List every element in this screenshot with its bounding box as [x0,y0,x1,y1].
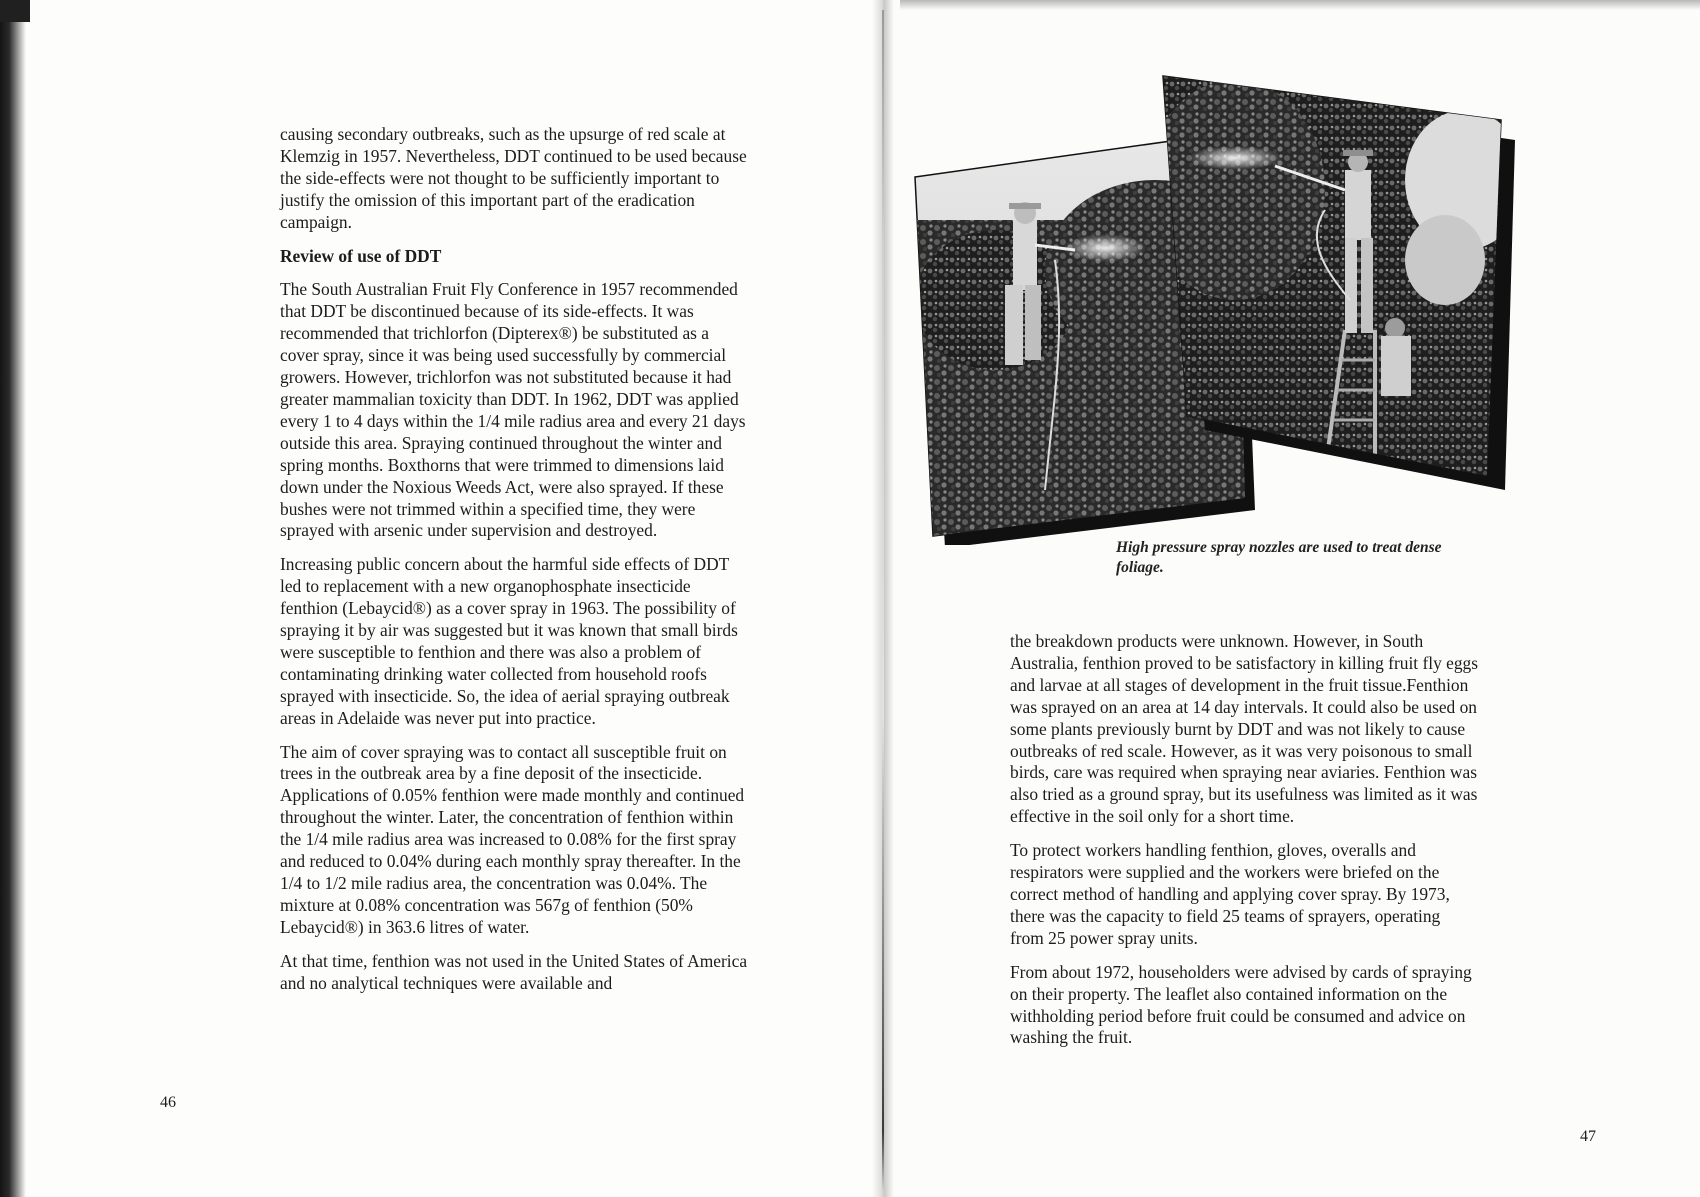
section-heading: Review of use of DDT [280,245,442,266]
paragraph: The South Australian Fruit Fly Conference in 1957 recommended that DDT be discontinued because of its side-effects. It was recommended that trichlorfon (Dipterex®) be substituted as a cover spray, since it was being used successfully by commercial growers. However, trichlorfon was not substituted because it had greater mammalian toxicity than DDT. In 1962, DDT was applied every 1 to 4 days within the 1/4 mile radius area and every 21 days outside this area. Spraying continued throughout the winter and spring months. Boxthorns that were trimmed to dimensions laid down under the Noxious Weeds Act, were also sprayed. If these bushes were not trimmed within a specified time, they were sprayed with arsenic under supervision and destroyed. [280,279,746,541]
page-number: 46 [160,1094,176,1111]
paragraph: From about 1972, householders were advised by cards of spraying on their property. The leaflet also contained information on the withholding period before fruit could be consumed and advice on washing the fruit. [1010,961,1472,1048]
page-number: 47 [1580,1128,1596,1145]
right-text-column [1010,631,1478,1061]
paragraph: the breakdown products were unknown. However, in South Australia, fenthion proved to be satisfactory in killing fruit fly eggs and larvae at all stages of development in the fruit tissue.Fenthion was sprayed on an area at 14 day intervals. It could also be used on some plants previously burnt by DDT and was not likely to cause outbreaks of red scale. However, as it was very poisonous to small birds, care was required when spraying near aviaries. Fenthion was also tried as a ground spray, but its usefulness was limited as it was effective in the soil only for a short time. [1010,631,1478,827]
paragraph: To protect workers handling fenthion, gloves, overalls and respirators were supplied and the workers were briefed on the correct method of handling and applying cover spray. By 1973, there was the capacity to field 25 teams of sprayers, operating from 25 power spray units. [1010,840,1450,948]
paragraph: The aim of cover spraying was to contact all susceptible fruit on trees in the outbreak area by a fine deposit of the insecticide. Applications of 0.05% fenthion were made monthly and continued throughout the winter. Later, the concentration of fenthion within the 1/4 mile radius area was increased to 0.08% for the first spray and reduced to 0.04% during each monthly spray thereafter. In the 1/4 to 1/2 mile radius area, the concentration was 0.04%. The mixture at 0.08% concentration was 567g of fenthion (50% Lebaycid®) in 363.6 litres of water. [280,741,745,937]
left-text-column [280,124,750,1007]
spray-photos [905,70,1615,545]
page-edge-shadow [0,0,26,1197]
page-corner-shadow [0,0,30,22]
photo-caption: High pressure spray nozzles are used to treat dense foliage. [1116,539,1442,576]
gutter-fold [882,10,884,1190]
paragraph: causing secondary outbreaks, such as the upsurge of red scale at Klemzig in 1957. Nevertheless, DDT continued to be used because the side-effects were not thought to be sufficiently important to justify the omission of this important part of the eradication campaign. [280,124,747,232]
paragraph: At that time, fenthion was not used in the United States of America and no analytical techniques were available and [280,950,748,993]
paragraph: Increasing public concern about the harmful side effects of DDT led to replacement with a new organophosphate insecticide fenthion (Lebaycid®) as a cover spray in 1963. The possibility of spraying it by air was suggested but it was known that small birds were susceptible to fenthion and there was also a problem of contaminating drinking water collected from household roofs sprayed with insecticide. So, the idea of aerial spraying outbreak areas in Adelaide was never put into practice. [280,554,738,728]
page-top-shadow [900,0,1700,10]
